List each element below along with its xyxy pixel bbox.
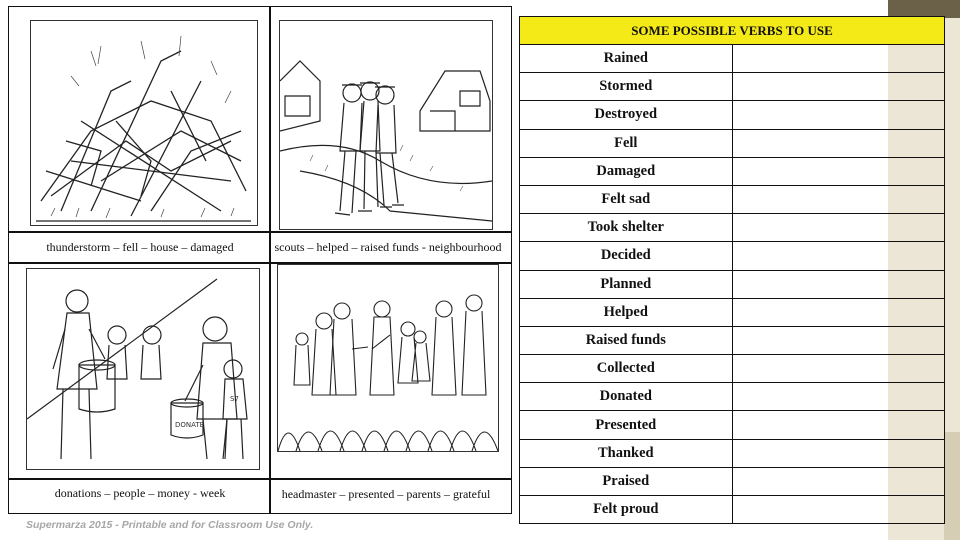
verb-cell: Donated <box>520 383 733 411</box>
verbs-table-header-row <box>520 17 945 45</box>
verb-row <box>520 157 945 185</box>
verb-cell: Planned <box>520 270 733 298</box>
verb-row <box>520 383 945 411</box>
verb-row <box>520 439 945 467</box>
shirt-number-label: S7 <box>230 395 239 403</box>
answer-blank-cell[interactable] <box>732 73 944 101</box>
sheet-vertical-divider <box>269 6 271 514</box>
answer-blank-cell[interactable] <box>732 157 944 185</box>
credit-line: Supermarza 2015 - Printable and for Classroom Use Only. <box>26 519 314 531</box>
scouts-drawing <box>280 21 492 229</box>
illustration-collapsed-house <box>30 20 258 226</box>
answer-blank-cell[interactable] <box>732 298 944 326</box>
verb-cell: Raised funds <box>520 326 733 354</box>
verb-cell: Presented <box>520 411 733 439</box>
verb-row <box>520 73 945 101</box>
answer-blank-cell[interactable] <box>732 129 944 157</box>
verb-cell: Felt proud <box>520 496 733 524</box>
verb-row <box>520 326 945 354</box>
answer-blank-cell[interactable] <box>732 383 944 411</box>
verb-cell: Rained <box>520 45 733 73</box>
verb-row <box>520 214 945 242</box>
verb-row <box>520 242 945 270</box>
verb-cell: Praised <box>520 467 733 495</box>
illustration-scouts <box>279 20 493 230</box>
answer-blank-cell[interactable] <box>732 185 944 213</box>
answer-blank-cell[interactable] <box>732 45 944 73</box>
verb-cell: Decided <box>520 242 733 270</box>
verb-cell: Fell <box>520 129 733 157</box>
answer-blank-cell[interactable] <box>732 270 944 298</box>
verb-row <box>520 45 945 73</box>
verbs-table-header: SOME POSSIBLE VERBS TO USE <box>520 17 945 45</box>
donation-can-label: DONATE <box>175 421 205 429</box>
verb-cell: Damaged <box>520 157 733 185</box>
answer-blank-cell[interactable] <box>732 467 944 495</box>
caption-panel-1: thunderstorm – fell – house – damaged <box>46 240 234 254</box>
verb-cell: Thanked <box>520 439 733 467</box>
answer-blank-cell[interactable] <box>732 496 944 524</box>
verb-row <box>520 185 945 213</box>
illustration-presentation <box>277 264 499 452</box>
answer-blank-cell[interactable] <box>732 214 944 242</box>
verb-row <box>520 298 945 326</box>
verb-row <box>520 467 945 495</box>
answer-blank-cell[interactable] <box>732 439 944 467</box>
verb-row <box>520 496 945 524</box>
verbs-table-body <box>520 45 945 524</box>
verb-cell: Destroyed <box>520 101 733 129</box>
answer-blank-cell[interactable] <box>732 355 944 383</box>
verb-row <box>520 270 945 298</box>
caption-panel-2: scouts – helped – raised funds - neighbourhood <box>274 240 502 254</box>
verb-row <box>520 129 945 157</box>
answer-blank-cell[interactable] <box>732 242 944 270</box>
verb-row <box>520 411 945 439</box>
verb-row <box>520 101 945 129</box>
verb-cell: Collected <box>520 355 733 383</box>
verb-row <box>520 355 945 383</box>
caption-panel-4: headmaster – presented – parents – grateful <box>281 487 491 501</box>
answer-blank-cell[interactable] <box>732 101 944 129</box>
answer-blank-cell[interactable] <box>732 326 944 354</box>
side-decoration-accent <box>944 432 960 540</box>
donations-drawing <box>27 269 259 469</box>
verb-cell: Helped <box>520 298 733 326</box>
verb-cell: Stormed <box>520 73 733 101</box>
answer-blank-cell[interactable] <box>732 411 944 439</box>
illustration-donations <box>26 268 260 470</box>
presentation-drawing <box>278 265 498 451</box>
verb-cell: Took shelter <box>520 214 733 242</box>
verb-cell: Felt sad <box>520 185 733 213</box>
verbs-table <box>519 16 945 524</box>
caption-panel-3: donations – people – money - week <box>54 486 226 500</box>
collapsed-house-drawing <box>31 21 257 225</box>
